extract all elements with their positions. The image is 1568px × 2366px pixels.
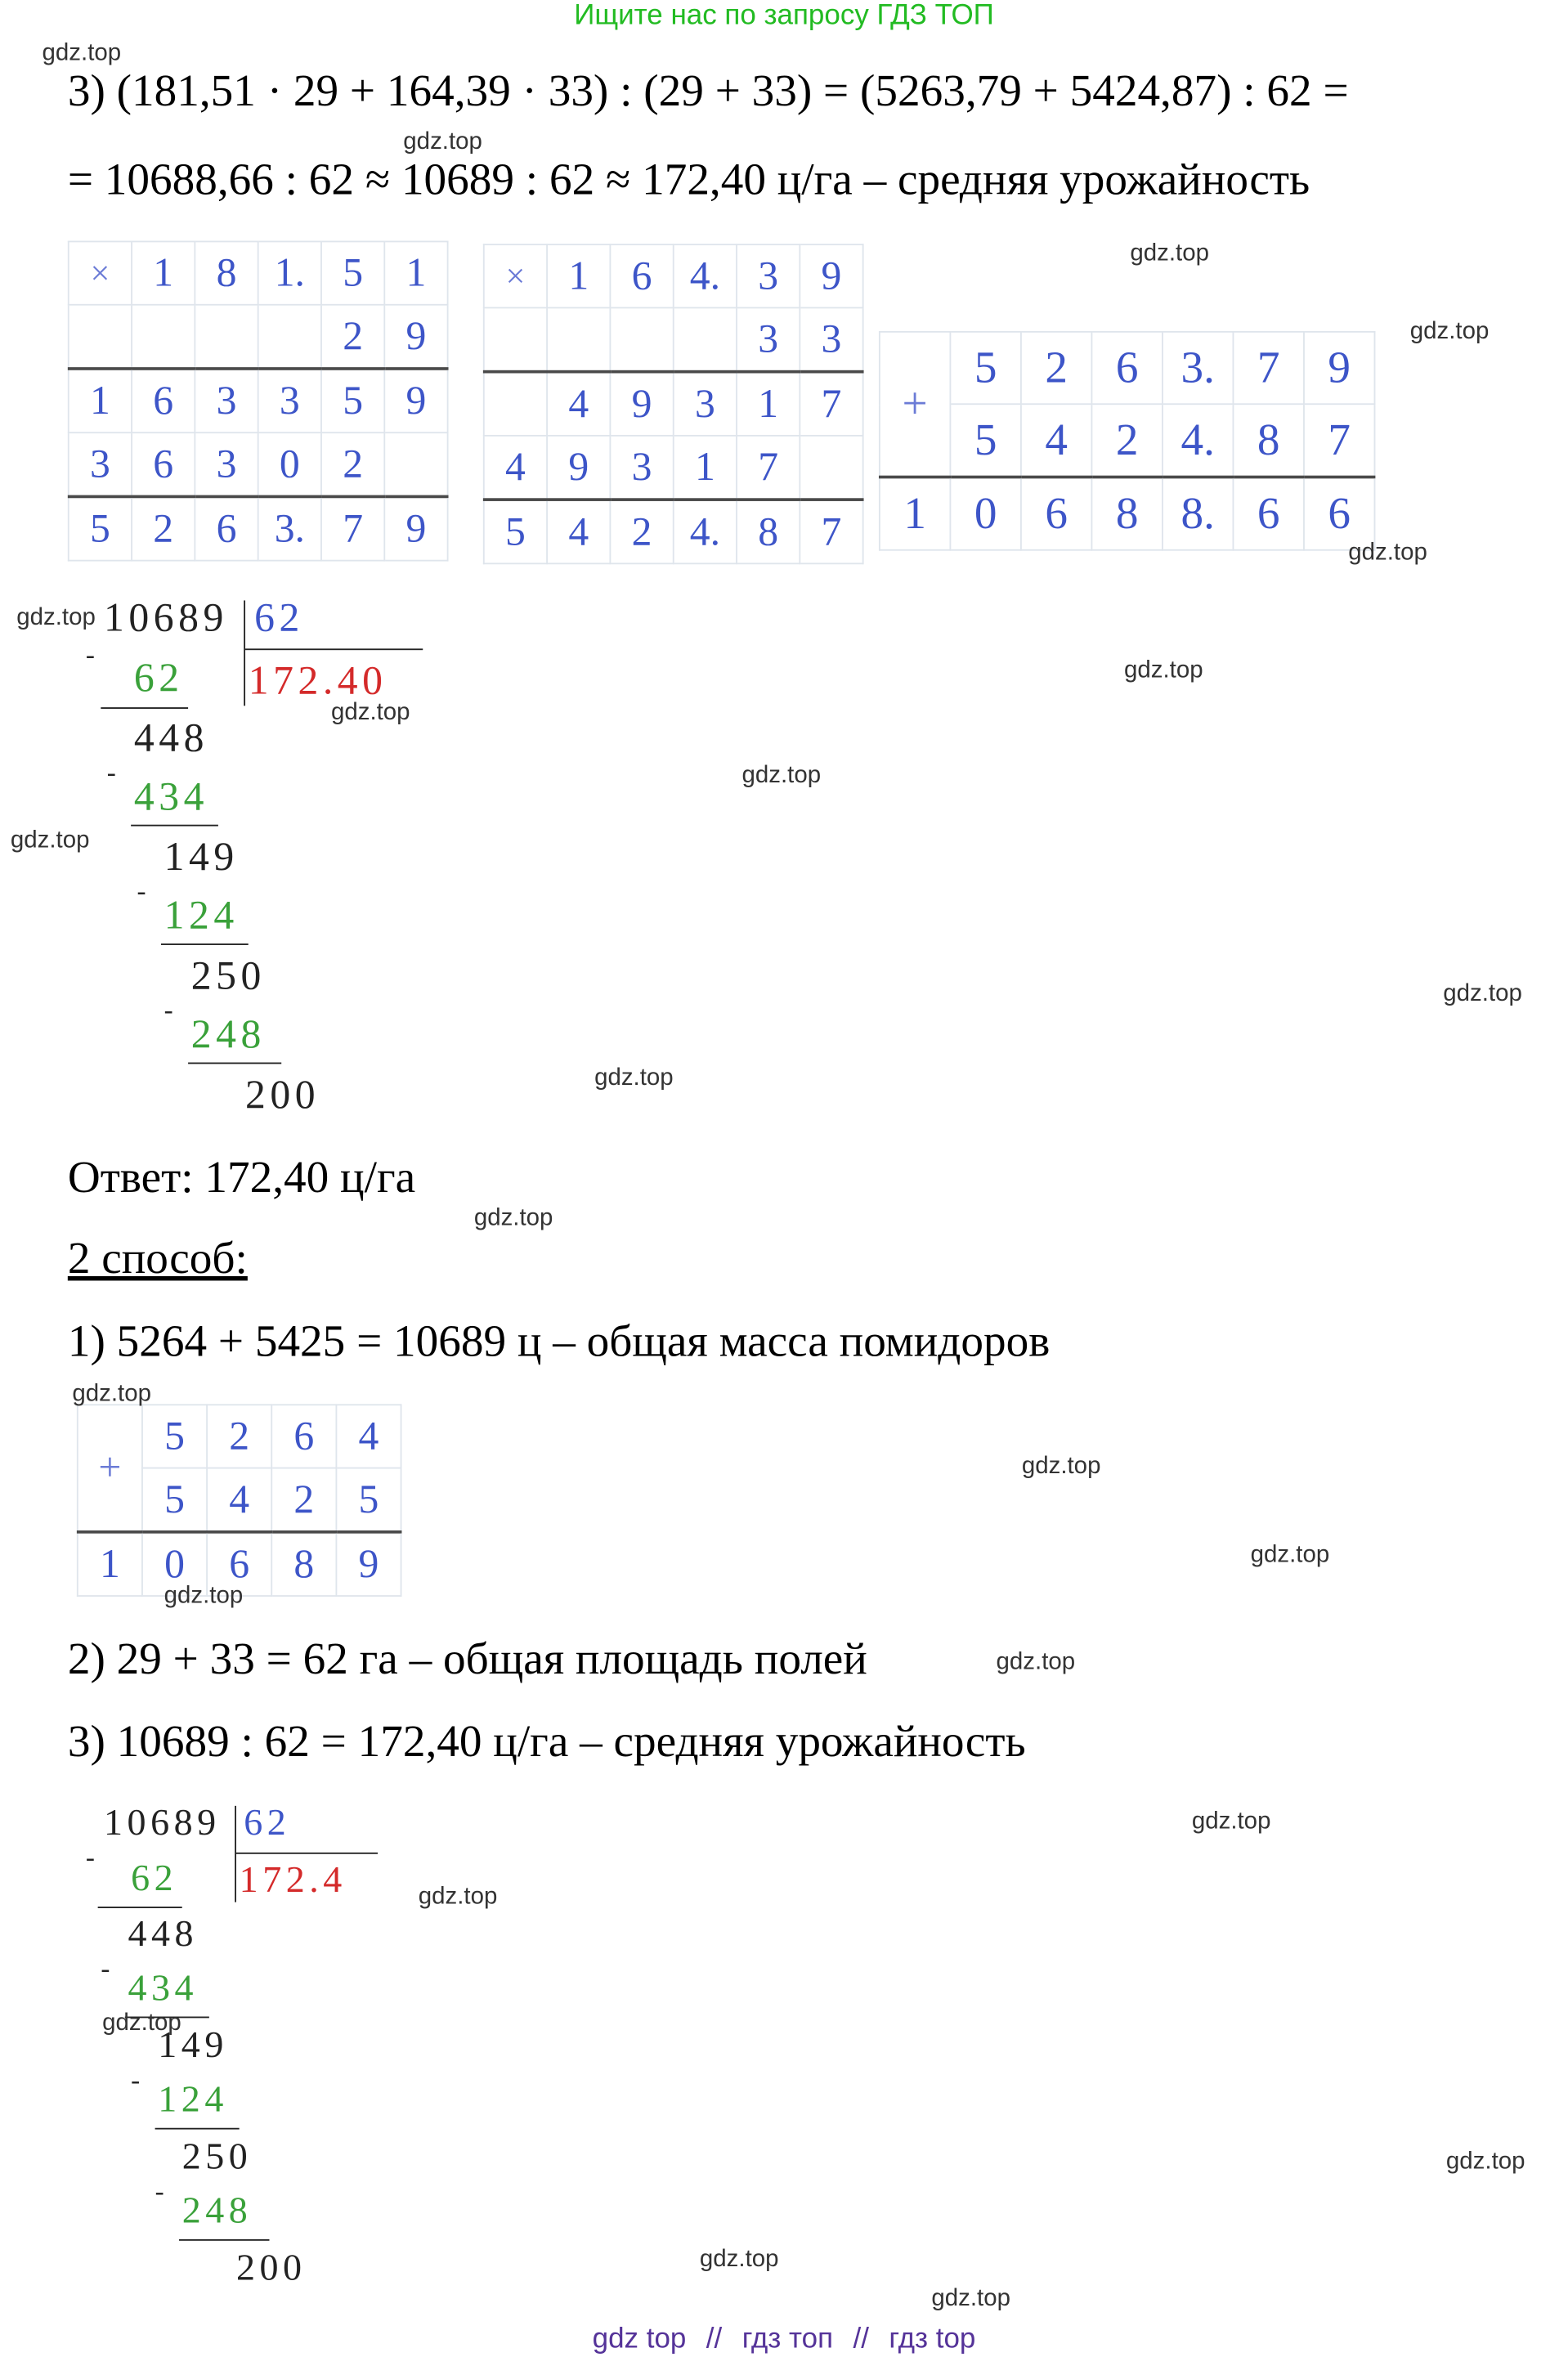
minus-sign: - <box>164 994 173 1025</box>
minus-sign: - <box>85 639 95 670</box>
watermark: gdz.top <box>1124 657 1203 683</box>
grid-cell: 4. <box>1163 404 1234 477</box>
watermark: gdz.top <box>403 129 482 155</box>
minus-sign: - <box>101 1953 110 1984</box>
method2-step2: 2) 29 + 33 = 62 га – общая площадь полей <box>67 1634 867 1684</box>
operator-sign: × <box>69 241 132 304</box>
grid-cell: 6 <box>610 244 673 307</box>
division-step: 434 <box>128 1968 199 2010</box>
grid-cell: 9 <box>800 244 862 307</box>
division-step: 62 <box>133 654 184 700</box>
watermark: gdz.top <box>102 2010 181 2037</box>
grid-row <box>484 307 863 371</box>
grid-cell: 7 <box>321 496 384 560</box>
grid-cell: 5 <box>484 500 547 563</box>
footer-separator: // <box>853 2323 869 2355</box>
watermark: gdz.top <box>594 1065 674 1091</box>
division-step: 149 <box>158 2025 228 2067</box>
grid-cell: 5 <box>321 369 384 432</box>
grid-cell <box>610 307 673 371</box>
grid-row <box>880 404 1375 477</box>
operator-sign: + <box>78 1405 142 1532</box>
watermark: gdz.top <box>418 1884 498 1910</box>
watermark: gdz.top <box>42 40 122 66</box>
grid-cell: 1 <box>674 436 737 500</box>
minus-sign: - <box>85 1842 95 1872</box>
grid-cell: 0 <box>142 1532 207 1596</box>
grid-cell: 1. <box>258 241 321 304</box>
grid-cell: 6 <box>195 496 258 560</box>
footer-separator: // <box>706 2323 723 2355</box>
grid-cell: 5 <box>69 496 132 560</box>
division-step: 434 <box>133 773 208 819</box>
grid-cell: 8 <box>1091 477 1163 550</box>
division-step: 248 <box>190 1010 266 1057</box>
grid-cell: 7 <box>800 372 862 436</box>
minus-sign: - <box>137 876 146 907</box>
grid-row <box>69 432 448 496</box>
grid-row <box>484 500 863 563</box>
grid-cell: 0 <box>950 477 1021 550</box>
grid-cell: 9 <box>1304 332 1375 404</box>
grid-cell: 2 <box>207 1405 271 1468</box>
grid-cell: 7 <box>1233 332 1304 404</box>
grid-cell: 3 <box>737 307 800 371</box>
grid-cell: 3. <box>1163 332 1234 404</box>
division-step: 124 <box>158 2079 228 2121</box>
grid-cell: 8 <box>195 241 258 304</box>
grid-cell: 4 <box>484 436 547 500</box>
division-step: 62 <box>131 1858 178 1899</box>
division-divisor: 62 <box>254 594 304 640</box>
grid-cell: 3 <box>258 369 321 432</box>
division-dividend: 10689 <box>104 594 228 640</box>
long-division-2 <box>83 1803 444 2314</box>
watermark: gdz.top <box>996 1649 1076 1675</box>
grid-cell <box>384 432 447 496</box>
grid-cell: 6 <box>132 369 195 432</box>
grid-cell <box>674 307 737 371</box>
grid-cell: 2 <box>132 496 195 560</box>
division-quotient: 172.4 <box>239 1860 347 1901</box>
grid-cell: 5 <box>950 404 1021 477</box>
operator-sign: + <box>880 332 951 477</box>
division-divisor: 62 <box>244 1803 291 1844</box>
grid-cell: 4. <box>674 244 737 307</box>
grid-cell: 3 <box>674 372 737 436</box>
grid-cell: 6 <box>207 1532 271 1596</box>
method1-expression-line2: = 10688,66 : 62 ≈ 10689 : 62 ≈ 172,40 ц/га – средняя урожайность <box>67 155 1310 205</box>
method2-title: 2 способ: <box>67 1234 248 1284</box>
grid-cell: 3 <box>610 436 673 500</box>
division-dividend: 10689 <box>104 1803 221 1844</box>
grid-cell: 4. <box>674 500 737 563</box>
grid-row <box>69 496 448 560</box>
answer-text: Ответ: 172,40 ц/га <box>67 1152 416 1203</box>
grid-cell: 5 <box>321 241 384 304</box>
division-step: 248 <box>181 2191 253 2232</box>
grid-row <box>69 241 448 304</box>
grid-cell: 3 <box>69 432 132 496</box>
grid-cell: 1 <box>737 372 800 436</box>
grid-row <box>484 436 863 500</box>
grid-cell: 9 <box>384 496 447 560</box>
grid-cell: 1 <box>384 241 447 304</box>
grid-cell: 1 <box>880 477 951 550</box>
grid-cell: 6 <box>1304 477 1375 550</box>
grid-cell: 2 <box>610 500 673 563</box>
footer-link-gdz-top-mixed[interactable]: гдз top <box>889 2323 976 2355</box>
watermark: gdz.top <box>1191 1808 1271 1835</box>
grid-cell: 8 <box>737 500 800 563</box>
grid-cell: 7 <box>737 436 800 500</box>
watermark: gdz.top <box>1409 319 1490 345</box>
grid-cell: 7 <box>800 500 862 563</box>
footer-link-gdz-top-ru[interactable]: гдз топ <box>741 2323 834 2355</box>
grid-cell: 8. <box>1163 477 1234 550</box>
method2-step1: 1) 5264 + 5425 = 10689 ц – общая масса помидоров <box>67 1316 1051 1367</box>
grid-cell: 6 <box>1091 332 1163 404</box>
division-step: 149 <box>164 833 239 879</box>
multiplication-grid-181-51 <box>68 241 449 562</box>
grid-cell: 6 <box>1233 477 1304 550</box>
header-search-hint: Ищите нас по запросу ГДЗ ТОП <box>574 0 994 32</box>
grid-row <box>484 372 863 436</box>
watermark: gdz.top <box>72 1381 151 1408</box>
grid-cell <box>132 305 195 369</box>
grid-cell: 4 <box>547 500 610 563</box>
grid-row <box>78 1405 401 1468</box>
grid-cell: 2 <box>321 432 384 496</box>
method2-step3: 3) 10689 : 62 = 172,40 ц/га – средняя урожайность <box>67 1717 1026 1767</box>
addition-grid-5264 <box>77 1404 402 1597</box>
grid-cell: 1 <box>78 1532 142 1596</box>
grid-cell: 9 <box>336 1532 401 1596</box>
grid-cell: 2 <box>1091 404 1163 477</box>
watermark: gdz.top <box>741 763 822 789</box>
watermark: gdz.top <box>1445 2149 1525 2175</box>
grid-cell: 1 <box>132 241 195 304</box>
watermark: gdz.top <box>1021 1454 1101 1480</box>
grid-cell: 9 <box>610 372 673 436</box>
grid-cell: 2 <box>271 1468 336 1532</box>
watermark: gdz.top <box>473 1205 553 1231</box>
grid-cell: 5 <box>336 1468 401 1532</box>
grid-cell: 2 <box>321 305 384 369</box>
minus-sign: - <box>155 2176 164 2207</box>
grid-cell: 3 <box>800 307 862 371</box>
grid-cell: 5 <box>142 1468 207 1532</box>
watermark: gdz.top <box>699 2247 779 2273</box>
grid-cell: 1 <box>547 244 610 307</box>
watermark: gdz.top <box>931 2286 1011 2312</box>
grid-cell: 9 <box>547 436 610 500</box>
grid-cell: 0 <box>258 432 321 496</box>
grid-cell: 7 <box>1304 404 1375 477</box>
footer-link-gdz-top[interactable]: gdz top <box>592 2323 687 2355</box>
grid-cell: 6 <box>132 432 195 496</box>
grid-cell: 9 <box>384 305 447 369</box>
grid-cell: 4 <box>336 1405 401 1468</box>
division-remainder: 200 <box>245 1071 320 1117</box>
grid-cell: 4 <box>547 372 610 436</box>
grid-cell <box>484 372 547 436</box>
division-step: 448 <box>128 1914 199 1956</box>
grid-cell <box>547 307 610 371</box>
minus-sign: - <box>131 2064 141 2095</box>
grid-row <box>69 305 448 369</box>
addition-grid-5263-79 <box>879 331 1375 551</box>
watermark: gdz.top <box>16 604 96 631</box>
operator-sign: × <box>484 244 547 307</box>
division-step: 448 <box>133 715 208 760</box>
grid-cell: 4 <box>1021 404 1092 477</box>
division-step: 250 <box>190 952 266 998</box>
grid-cell <box>69 305 132 369</box>
grid-cell: 5 <box>950 332 1021 404</box>
watermark: gdz.top <box>164 1583 244 1609</box>
grid-cell: 6 <box>1021 477 1092 550</box>
grid-cell <box>800 436 862 500</box>
division-step: 124 <box>164 892 239 938</box>
watermark: gdz.top <box>1348 540 1427 567</box>
minus-sign: - <box>106 756 116 787</box>
grid-cell: 3 <box>195 432 258 496</box>
watermark: gdz.top <box>1250 1542 1330 1569</box>
grid-cell: 4 <box>207 1468 271 1532</box>
grid-cell: 2 <box>1021 332 1092 404</box>
grid-cell: 1 <box>69 369 132 432</box>
grid-row <box>69 369 448 432</box>
multiplication-grid-164-39 <box>483 244 864 564</box>
footer-links <box>0 2323 1568 2356</box>
division-step: 250 <box>181 2136 253 2178</box>
grid-cell <box>258 305 321 369</box>
grid-row <box>880 332 1375 404</box>
grid-cell <box>484 307 547 371</box>
grid-cell <box>195 305 258 369</box>
division-quotient: 172.40 <box>248 657 388 703</box>
long-division-1 <box>83 594 459 1136</box>
watermark: gdz.top <box>1130 240 1209 267</box>
grid-cell: 8 <box>271 1532 336 1596</box>
grid-cell: 3 <box>195 369 258 432</box>
grid-cell: 3 <box>737 244 800 307</box>
watermark: gdz.top <box>10 827 90 854</box>
grid-cell: 9 <box>384 369 447 432</box>
grid-cell: 8 <box>1233 404 1304 477</box>
grid-cell: 3. <box>258 496 321 560</box>
grid-row <box>484 244 863 307</box>
division-remainder: 200 <box>235 2248 307 2289</box>
grid-row <box>880 477 1375 550</box>
method1-expression-line1: 3) (181,51 · 29 + 164,39 · 33) : (29 + 33) = (5263,79 + 5424,87) : 62 = <box>67 65 1349 116</box>
grid-cell: 5 <box>142 1405 207 1468</box>
watermark: gdz.top <box>330 699 410 726</box>
watermark: gdz.top <box>1443 981 1522 1007</box>
grid-cell: 6 <box>271 1405 336 1468</box>
